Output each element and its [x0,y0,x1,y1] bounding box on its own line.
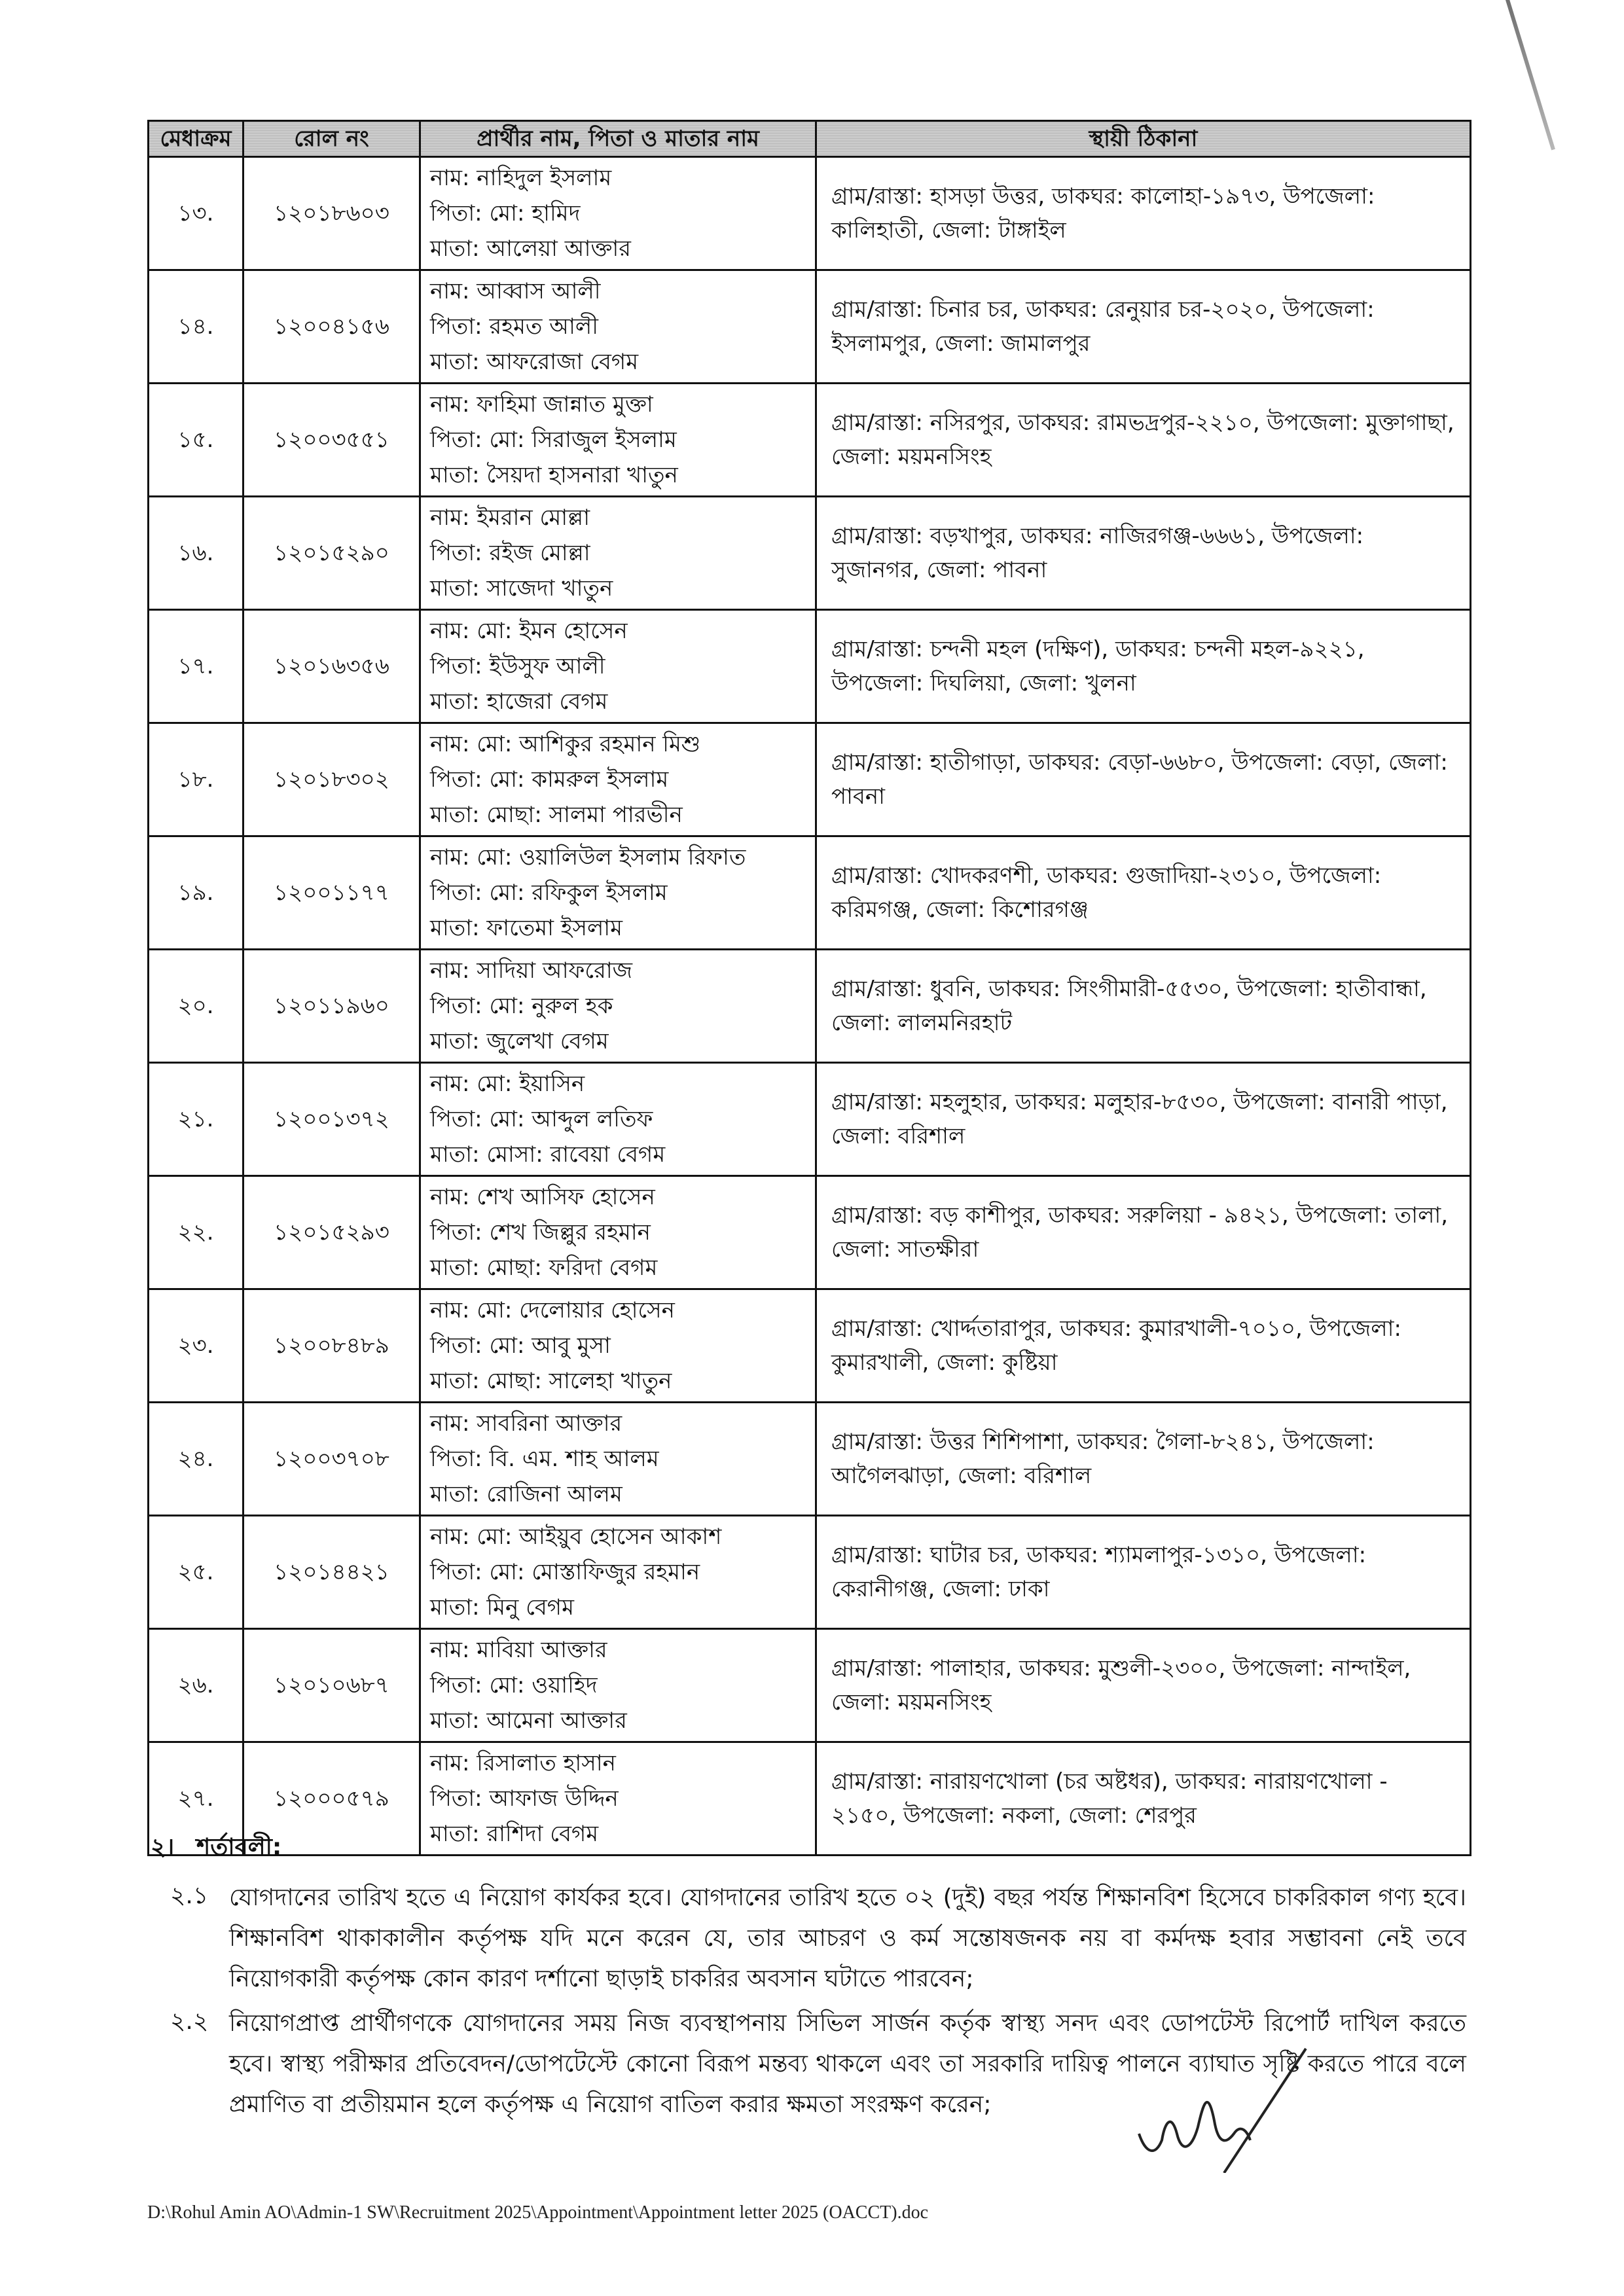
roll-number-cell: ১২০০১৩৭২ [244,1063,420,1176]
merit-rank-cell: ২৪. [149,1403,244,1516]
roll-number-cell: ১২০১৫২৯৩ [244,1176,420,1289]
candidate-name: নাম: আব্বাস আলী [430,278,601,304]
permanent-address-cell: গ্রাম/রাস্তা: ধুবনি, ডাকঘর: সিংগীমারী-৫৫৩০, উপজেলা: হাতীবান্ধা, জেলা: লালমনিরহাট [816,950,1471,1063]
candidate-names-cell [420,723,816,836]
father-name: পিতা: মো: নুরুল হক [430,993,613,1019]
table-row [149,723,1471,836]
permanent-address-cell: গ্রাম/রাস্তা: হাতীগাড়া, ডাকঘর: বেড়া-৬৬৮০, উপজেলা: বেড়া, জেলা: পাবনা [816,723,1471,836]
permanent-address-cell: গ্রাম/রাস্তা: চন্দনী মহল (দক্ষিণ), ডাকঘর: চন্দনী মহল-৯২২১, উপজেলা: দিঘলিয়া, জেলা: খুলনা [816,610,1471,723]
father-name: পিতা: বি. এম. শাহ আলম [430,1446,659,1472]
table-row [149,610,1471,723]
permanent-address-cell: গ্রাম/রাস্তা: খোর্দ্দতারাপুর, ডাকঘর: কুমারখালী-৭০১০, উপজেলা: কুমারখালী, জেলা: কুষ্টিয়া [816,1289,1471,1403]
candidate-names-cell [420,1289,816,1403]
merit-rank-cell: ১৭. [149,610,244,723]
clause-text: যোগদানের তারিখ হতে এ নিয়োগ কার্যকর হবে। যোগদানের তারিখ হতে ০২ (দুই) বছর পর্যন্ত শিক্ষানবিশ হিসেবে চাকরিকাল গণ্য হবে। শিক্ষানবিশ থাকাকালীন কর্তৃপক্ষ যদি মনে করেন যে, তার আচরণ ও কর্ম সন্তোষজনক নয় বা কর্মদক্ষ হবার সম্ভাবনা নেই তবে নিয়োগকারী কর্তৃপক্ষ কোন কারণ দর্শানো ছাড়াই চাকরির অবসান ঘটাতে পারবেন; [229,1884,1466,1992]
father-name: পিতা: মো: রফিকুল ইসলাম [430,880,668,906]
table-row [149,157,1471,270]
candidate-name: নাম: ইমরান মোল্লা [430,505,590,531]
roll-number-cell: ১২০১৮৬০৩ [244,157,420,270]
candidate-names-cell [420,836,816,950]
candidate-names-cell [420,1063,816,1176]
candidate-name: নাম: নাহিদুল ইসলাম [430,165,612,191]
clause-text: নিয়োগপ্রাপ্ত প্রার্থীগণকে যোগদানের সময় নিজ ব্যবস্থাপনায় সিভিল সার্জন কর্তৃক স্বাস্থ্য সনদ এবং ডোপটেস্ট রিপোর্ট দাখিল করতে হবে। স্বাস্থ্য পরীক্ষার প্রতিবেদন/ডোপটেস্টে কোনো বিরূপ মন্তব্য থাকলে এবং তা সরকারি দায়িত্ব পালনে ব্যাঘাত সৃষ্টি করতে পারে বলে প্রমাণিত বা প্রতীয়মান হলে কর্তৃপক্ষ এ নিয়োগ বাতিল করার ক্ষমতা সংরক্ষণ করেন; [229,2010,1466,2118]
table-row [149,1063,1471,1176]
candidate-name: নাম: শেখ আসিফ হোসেন [430,1184,655,1210]
candidate-name: নাম: মো: আশিকুর রহমান মিশু [430,731,701,757]
candidate-name: নাম: মো: আইয়ুব হোসেন আকাশ [430,1524,722,1550]
candidate-names-cell [420,157,816,270]
roll-number-cell: ১২০০৩৫৫১ [244,384,420,497]
mother-name: মাতা: ফাতেমা ইসলাম [430,915,623,941]
mother-name: মাতা: আফরোজা বেগম [430,349,639,375]
merit-rank-cell: ২৫. [149,1516,244,1629]
roll-number-cell: ১২০১১৯৬০ [244,950,420,1063]
merit-rank-cell: ১৬. [149,497,244,610]
table-row [149,270,1471,384]
merit-rank-cell: ১৫. [149,384,244,497]
candidate-names-cell [420,384,816,497]
merit-rank-cell: ১৯. [149,836,244,950]
father-name: পিতা: মো: কামরুল ইসলাম [430,766,669,793]
header-candidate-names: প্রার্থীর নাম, পিতা ও মাতার নাম [420,121,816,157]
father-name: পিতা: মো: মোস্তাফিজুর রহমান [430,1559,700,1585]
candidate-names-cell [420,610,816,723]
candidate-name: নাম: মো: ইয়াসিন [430,1071,585,1097]
candidate-table [147,120,1471,1856]
mother-name: মাতা: মিনু বেগম [430,1594,574,1621]
merit-rank-cell: ২৩. [149,1289,244,1403]
roll-number-cell: ১২০০০৫৭৯ [244,1742,420,1856]
table-row [149,1629,1471,1742]
mother-name: মাতা: মোছা: সালমা পারভীন [430,802,683,828]
candidate-name: নাম: মো: ইমন হোসেন [430,618,628,644]
mother-name: মাতা: মোছা: ফরিদা বেগম [430,1255,658,1281]
mother-name: মাতা: আলেয়া আক্তার [430,236,631,262]
roll-number-cell: ১২০১৫২৯০ [244,497,420,610]
father-name: পিতা: মো: আবু মুসা [430,1333,611,1359]
mother-name: মাতা: সাজেদা খাতুন [430,575,613,601]
header-roll-number: রোল নং [244,121,420,157]
merit-rank-cell: ২৬. [149,1629,244,1742]
clause-number: ২.২ [170,2008,209,2035]
permanent-address-cell: গ্রাম/রাস্তা: নারায়ণখোলা (চর অষ্টধর), ডাকঘর: নারায়ণখোলা - ২১৫০, উপজেলা: নকলা, জেলা: শেরপুর [816,1742,1471,1856]
permanent-address-cell: গ্রাম/রাস্তা: নসিরপুর, ডাকঘর: রামভদ্রপুর-২২১০, উপজেলা: মুক্তাগাছা, জেলা: ময়মনসিংহ [816,384,1471,497]
roll-number-cell: ১২০০৩৭০৮ [244,1403,420,1516]
table-row [149,1403,1471,1516]
father-name: পিতা: ইউসুফ আলী [430,653,605,679]
scan-edge-line [1506,0,1555,151]
condition-clause [151,1878,1466,2000]
candidate-names-cell [420,1403,816,1516]
roll-number-cell: ১২০১০৬৮৭ [244,1629,420,1742]
candidate-names-cell [420,270,816,384]
permanent-address-cell: গ্রাম/রাস্তা: চিনার চর, ডাকঘর: রেনুয়ার চর-২০২০, উপজেলা: ইসলামপুর, জেলা: জামালপুর [816,270,1471,384]
table-body [149,157,1471,1856]
permanent-address-cell: গ্রাম/রাস্তা: হাসড়া উত্তর, ডাকঘর: কালোহা-১৯৭৩, উপজেলা: কালিহাতী, জেলা: টাঙ্গাইল [816,157,1471,270]
conditions-heading [151,1829,1466,1869]
roll-number-cell: ১২০০৮৪৮৯ [244,1289,420,1403]
permanent-address-cell: গ্রাম/রাস্তা: খোদকরণশী, ডাকঘর: গুজাদিয়া-২৩১০, উপজেলা: করিমগঞ্জ, জেলা: কিশোরগঞ্জ [816,836,1471,950]
father-name: পিতা: মো: আব্দুল লতিফ [430,1106,653,1132]
candidate-names-cell [420,1176,816,1289]
merit-rank-cell: ২০. [149,950,244,1063]
candidate-name: নাম: সাবরিনা আক্তার [430,1410,623,1437]
candidate-name: নাম: মো: ওয়ালিউল ইসলাম রিফাত [430,844,746,870]
table-row [149,836,1471,950]
roll-number-cell: ১২০০৪১৫৬ [244,270,420,384]
candidate-name: নাম: রিসালাত হাসান [430,1750,616,1776]
candidate-name: নাম: মো: দেলোয়ার হোসেন [430,1297,675,1323]
file-path-footer: D:\Rohul Amin AO\Admin-1 SW\Recruitment 2025\Appointment\Appointment letter 2025 (OACCT).doc [147,2202,929,2223]
mother-name: মাতা: মোছা: সালেহা খাতুন [430,1368,672,1394]
permanent-address-cell: গ্রাম/রাস্তা: পালাহার, ডাকঘর: মুশুলী-২৩০০, উপজেলা: নান্দাইল, জেলা: ময়মনসিংহ [816,1629,1471,1742]
father-name: পিতা: মো: সিরাজুল ইসলাম [430,427,677,453]
table-row [149,497,1471,610]
mother-name: মাতা: রোজিনা আলম [430,1481,623,1507]
roll-number-cell: ১২০১৬৩৫৬ [244,610,420,723]
conditions-title: শর্তাবলী: [196,1834,282,1861]
merit-rank-cell: ১৩. [149,157,244,270]
clause-number: ২.১ [170,1882,209,1909]
candidate-name: নাম: মাবিয়া আক্তার [430,1637,607,1663]
permanent-address-cell: গ্রাম/রাস্তা: মহলুহার, ডাকঘর: মলুহার-৮৫৩০, উপজেলা: বানারী পাড়া, জেলা: বরিশাল [816,1063,1471,1176]
table-row [149,1289,1471,1403]
roll-number-cell: ১২০১৪৪২১ [244,1516,420,1629]
merit-rank-cell: ১৪. [149,270,244,384]
permanent-address-cell: গ্রাম/রাস্তা: উত্তর শিশিপাশা, ডাকঘর: গৈলা-৮২৪১, উপজেলা: আগৈলঝাড়া, জেলা: বরিশাল [816,1403,1471,1516]
father-name: পিতা: মো: হামিদ [430,200,581,226]
mother-name: মাতা: মোসা: রাবেয়া বেগম [430,1141,666,1168]
merit-rank-cell: ১৮. [149,723,244,836]
permanent-address-cell: গ্রাম/রাস্তা: ঘাটার চর, ডাকঘর: শ্যামলাপুর-১৩১০, উপজেলা: কেরানীগঞ্জ, জেলা: ঢাকা [816,1516,1471,1629]
merit-rank-cell: ২২. [149,1176,244,1289]
candidate-names-cell [420,950,816,1063]
candidate-name: নাম: ফাহিমা জান্নাত মুক্তা [430,391,653,418]
candidate-names-cell [420,497,816,610]
father-name: পিতা: রইজ মোল্লা [430,540,590,566]
roll-number-cell: ১২০০১১৭৭ [244,836,420,950]
table-row [149,384,1471,497]
merit-rank-cell: ২১. [149,1063,244,1176]
table-row [149,950,1471,1063]
mother-name: মাতা: জুলেখা বেগম [430,1028,609,1054]
roll-number-cell: ১২০১৮৩০২ [244,723,420,836]
father-name: পিতা: মো: ওয়াহিদ [430,1672,598,1698]
permanent-address-cell: গ্রাম/রাস্তা: বড়খাপুর, ডাকঘর: নাজিরগঞ্জ-৬৬৬১, উপজেলা: সুজানগর, জেলা: পাবনা [816,497,1471,610]
candidate-name: নাম: সাদিয়া আফরোজ [430,958,633,984]
mother-name: মাতা: হাজেরা বেগম [430,689,608,715]
signature-mark [1126,2042,1309,2173]
candidate-names-cell [420,1516,816,1629]
mother-name: মাতা: রাশিদা বেগম [430,1821,599,1847]
father-name: পিতা: রহমত আলী [430,314,598,340]
father-name: পিতা: শেখ জিল্লুর রহমান [430,1219,651,1246]
mother-name: মাতা: সৈয়দা হাসনারা খাতুন [430,462,678,488]
table-row [149,1176,1471,1289]
table-header-row [149,121,1471,157]
conditions-number: ২। [151,1834,175,1861]
header-merit-rank: মেধাক্রম [149,121,244,157]
father-name: পিতা: আফাজ উদ্দিন [430,1785,619,1812]
table-row [149,1516,1471,1629]
mother-name: মাতা: আমেনা আক্তার [430,1708,627,1734]
merit-rank-cell: ২৭. [149,1742,244,1856]
permanent-address-cell: গ্রাম/রাস্তা: বড় কাশীপুর, ডাকঘর: সরুলিয়া - ৯৪২১, উপজেলা: তালা, জেলা: সাতক্ষীরা [816,1176,1471,1289]
candidate-names-cell [420,1629,816,1742]
header-permanent-address: স্থায়ী ঠিকানা [816,121,1471,157]
